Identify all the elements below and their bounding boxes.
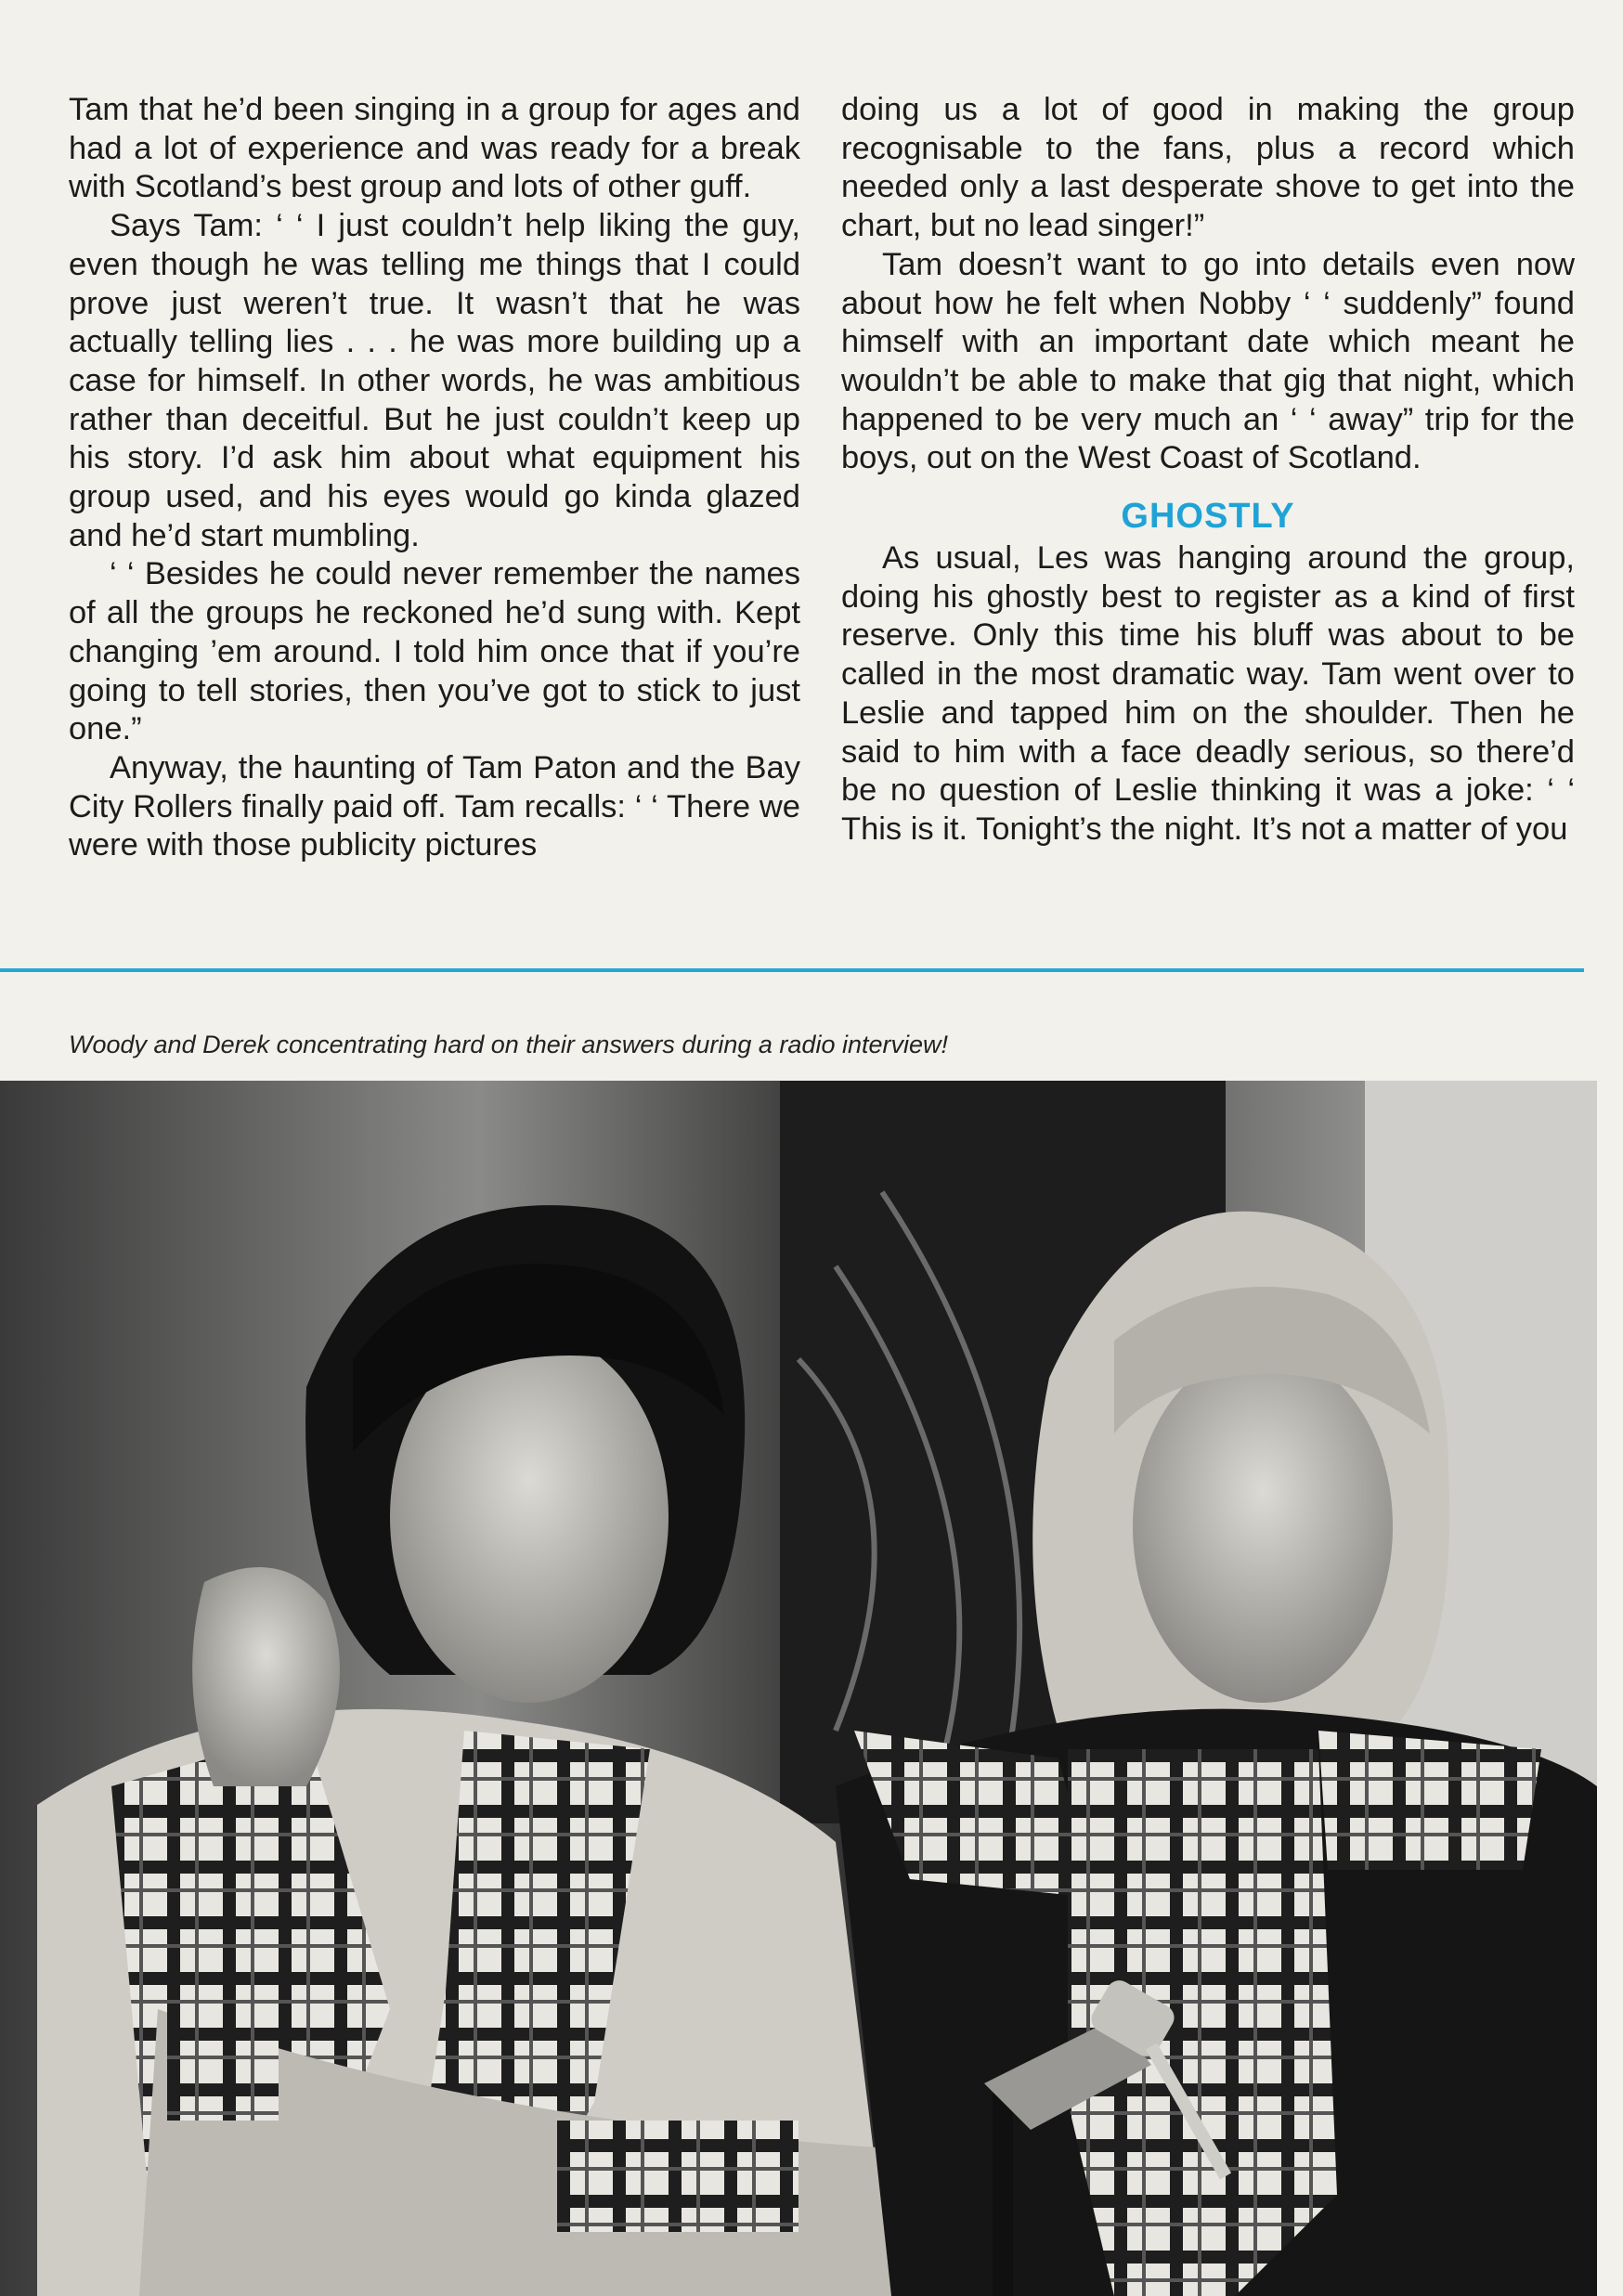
paragraph: doing us a lot of good in making the group recognisable to the fans, plus a record which needed only a last desperate shove to get into the chart, but no lead singer!” [841,92,1575,244]
paragraph: As usual, Les was hanging around the group, doing his ghostly best to register as a kind of first reserve. Only this time his bluff was about to be called in the most dramatic way. Tam went over to Leslie and tapped him on the shoulder. Then he said to him with a face deadly serious, so there’d be no question of Leslie thinking it was a joke: ‘ ‘ This is it. Tonight’s the night. It’s not a matter of you [841,540,1575,847]
divider-rule [0,968,1584,972]
paragraph: Says Tam: ‘ ‘ I just couldn’t help liking the guy, even though he was telling me things that I could prove just weren’t true. It wasn’t that he was actually telling lies . . . he was more building up a case for himself. In other words, he was ambitious rather than deceitful. But he just couldn’t keep up his story. I’d ask him about what equipment his group used, and his eyes would go kinda glazed and he’d start mumbling. [69,208,800,553]
photograph-two-young-men-at-microphone-icon [0,1081,1597,2296]
photo-caption: Woody and Derek concentrating hard on their answers during a radio interview! [69,1031,949,1058]
photograph [0,1081,1597,2296]
paragraph: Anyway, the haunting of Tam Paton and the Bay City Rollers finally paid off. Tam recalls: ‘ ‘ There we were with those publicity pictures [69,749,800,863]
paragraph: Tam that he’d been singing in a group for ages and had a lot of experience and was ready for a break with Scotland’s best group and lots of other guff. [69,92,800,205]
left-column [69,91,800,865]
subheading: GHOSTLY [1121,497,1295,537]
paragraph: Tam doesn’t want to go into details even now about how he felt when Nobby ‘ ‘ suddenly” found himself with an important date which meant he wouldn’t be able to make that gig that night, which happened to be very much an ‘ ‘ away” trip for the boys, out on the West Coast of Scotland. [841,246,1575,476]
paragraph: ‘ ‘ Besides he could never remember the names of all the groups he reckoned he’d sung with. Kept changing ’em around. I told him once that if you’re going to tell stories, then you’ve got to stick to just one.” [69,556,800,747]
right-column [841,91,1575,850]
